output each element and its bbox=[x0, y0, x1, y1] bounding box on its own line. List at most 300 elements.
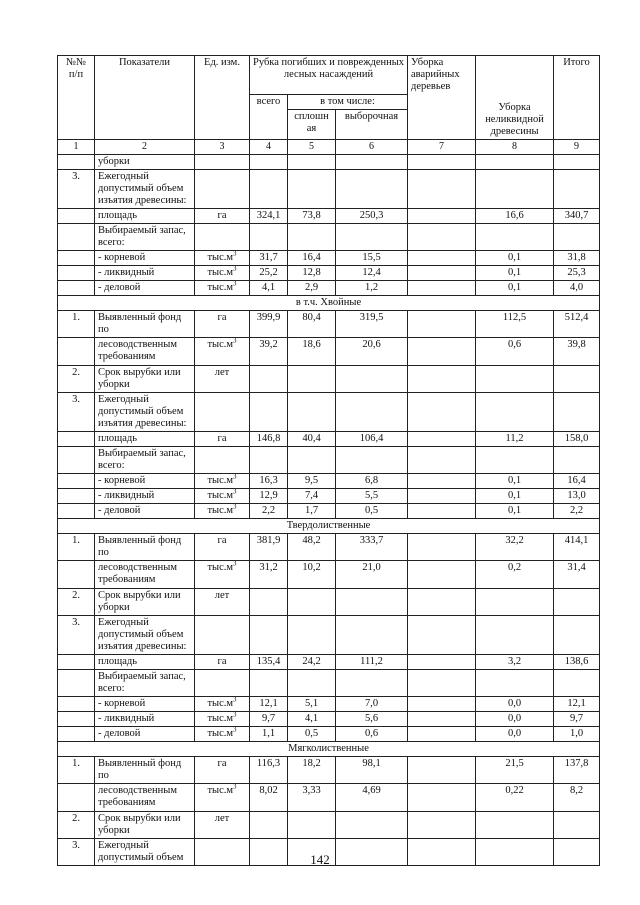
row-label: Ежегодный допустимый объем изъятия древесины: bbox=[95, 169, 195, 208]
value-clear-cut bbox=[288, 223, 336, 250]
value-nonliquid: 0,22 bbox=[476, 784, 554, 811]
value-clear-cut: 48,2 bbox=[288, 534, 336, 561]
unit-text: тыс.м bbox=[207, 339, 234, 351]
value-total: 2,2 bbox=[250, 504, 288, 519]
value-clear-cut: 1,7 bbox=[288, 504, 336, 519]
value-clear-cut: 73,8 bbox=[288, 208, 336, 223]
value-total: 31,2 bbox=[250, 561, 288, 588]
unit-text: лет bbox=[214, 812, 230, 824]
value-emergency bbox=[408, 474, 476, 489]
row-unit bbox=[195, 251, 250, 266]
value-selective: 1,2 bbox=[336, 281, 408, 296]
row-index bbox=[58, 431, 95, 446]
value-nonliquid: 112,5 bbox=[476, 311, 554, 338]
value-clear-cut: 7,4 bbox=[288, 489, 336, 504]
value-selective: 6,8 bbox=[336, 474, 408, 489]
row-index bbox=[58, 712, 95, 727]
column-number: 4 bbox=[250, 140, 288, 155]
value-nonliquid bbox=[476, 169, 554, 208]
row-index bbox=[58, 154, 95, 169]
value-itogo: 158,0 bbox=[554, 431, 600, 446]
unit-text: тыс.м bbox=[207, 728, 234, 740]
table-row bbox=[58, 489, 600, 504]
value-selective bbox=[336, 392, 408, 431]
table-row bbox=[58, 431, 600, 446]
value-itogo bbox=[554, 392, 600, 431]
row-unit bbox=[195, 669, 250, 696]
value-clear-cut: 12,8 bbox=[288, 266, 336, 281]
unit-superscript: 3 bbox=[233, 280, 237, 288]
value-nonliquid: 0,0 bbox=[476, 727, 554, 742]
row-index bbox=[58, 223, 95, 250]
row-label: площадь bbox=[95, 431, 195, 446]
value-total bbox=[250, 169, 288, 208]
row-unit bbox=[195, 588, 250, 615]
value-itogo: 137,8 bbox=[554, 757, 600, 784]
row-unit bbox=[195, 727, 250, 742]
row-unit bbox=[195, 169, 250, 208]
row-unit bbox=[195, 757, 250, 784]
column-number: 7 bbox=[408, 140, 476, 155]
value-nonliquid: 0,1 bbox=[476, 266, 554, 281]
value-nonliquid: 11,2 bbox=[476, 431, 554, 446]
unit-superscript: 3 bbox=[233, 473, 237, 481]
table-row bbox=[58, 561, 600, 588]
value-total: 31,7 bbox=[250, 251, 288, 266]
unit-superscript: 3 bbox=[233, 265, 237, 273]
row-unit bbox=[195, 712, 250, 727]
value-itogo: 8,2 bbox=[554, 784, 600, 811]
value-clear-cut bbox=[288, 588, 336, 615]
unit-text: тыс.м bbox=[207, 267, 234, 279]
value-total: 381,9 bbox=[250, 534, 288, 561]
value-clear-cut: 4,1 bbox=[288, 712, 336, 727]
value-emergency bbox=[408, 431, 476, 446]
unit-text: лет bbox=[214, 366, 230, 378]
value-itogo: 39,8 bbox=[554, 338, 600, 365]
column-number: 9 bbox=[554, 140, 600, 155]
value-emergency bbox=[408, 338, 476, 365]
unit-superscript: 3 bbox=[233, 726, 237, 734]
header-total: Итого bbox=[554, 56, 600, 140]
column-number: 5 bbox=[288, 140, 336, 155]
row-label: площадь bbox=[95, 654, 195, 669]
value-itogo: 2,2 bbox=[554, 504, 600, 519]
value-emergency bbox=[408, 266, 476, 281]
header-emergency-trees: Уборка аварийных деревьев bbox=[408, 56, 476, 140]
header-selective-cut: выборочная bbox=[336, 110, 408, 140]
value-total: 135,4 bbox=[250, 654, 288, 669]
row-index bbox=[58, 654, 95, 669]
value-itogo: 340,7 bbox=[554, 208, 600, 223]
value-emergency bbox=[408, 365, 476, 392]
value-itogo: 31,4 bbox=[554, 561, 600, 588]
row-unit bbox=[195, 431, 250, 446]
value-clear-cut bbox=[288, 811, 336, 838]
value-nonliquid: 32,2 bbox=[476, 534, 554, 561]
value-emergency bbox=[408, 169, 476, 208]
row-label: Ежегодный допустимый объем изъятия древесины: bbox=[95, 615, 195, 654]
row-index bbox=[58, 561, 95, 588]
group-header-row bbox=[58, 742, 600, 757]
unit-superscript: 3 bbox=[233, 488, 237, 496]
value-selective bbox=[336, 615, 408, 654]
value-emergency bbox=[408, 251, 476, 266]
value-itogo bbox=[554, 669, 600, 696]
value-itogo bbox=[554, 588, 600, 615]
row-index: 1. bbox=[58, 757, 95, 784]
row-index bbox=[58, 669, 95, 696]
value-selective: 98,1 bbox=[336, 757, 408, 784]
row-unit bbox=[195, 615, 250, 654]
unit-text: тыс.м bbox=[207, 282, 234, 294]
value-itogo: 25,3 bbox=[554, 266, 600, 281]
value-clear-cut: 80,4 bbox=[288, 311, 336, 338]
value-emergency bbox=[408, 504, 476, 519]
group-label: в т.ч. Хвойные bbox=[58, 296, 600, 311]
table-row bbox=[58, 338, 600, 365]
value-selective: 111,2 bbox=[336, 654, 408, 669]
row-index bbox=[58, 446, 95, 473]
value-clear-cut: 18,2 bbox=[288, 757, 336, 784]
row-label: Выбираемый запас, всего: bbox=[95, 446, 195, 473]
value-selective bbox=[336, 446, 408, 473]
value-clear-cut bbox=[288, 169, 336, 208]
value-total bbox=[250, 365, 288, 392]
value-emergency bbox=[408, 757, 476, 784]
value-itogo: 31,8 bbox=[554, 251, 600, 266]
table-row bbox=[58, 169, 600, 208]
value-selective: 21,0 bbox=[336, 561, 408, 588]
row-label: Выявленный фонд по bbox=[95, 311, 195, 338]
value-selective bbox=[336, 154, 408, 169]
value-selective bbox=[336, 223, 408, 250]
unit-text: тыс.м bbox=[207, 505, 234, 517]
value-itogo: 9,7 bbox=[554, 712, 600, 727]
row-label: Выявленный фонд по bbox=[95, 757, 195, 784]
value-clear-cut: 16,4 bbox=[288, 251, 336, 266]
table-row bbox=[58, 697, 600, 712]
value-nonliquid: 0,1 bbox=[476, 281, 554, 296]
value-emergency bbox=[408, 811, 476, 838]
value-emergency bbox=[408, 311, 476, 338]
unit-text: га bbox=[217, 209, 227, 221]
table-row bbox=[58, 281, 600, 296]
row-unit bbox=[195, 654, 250, 669]
value-clear-cut: 24,2 bbox=[288, 654, 336, 669]
value-total bbox=[250, 223, 288, 250]
unit-text: га bbox=[217, 535, 227, 547]
row-index: 2. bbox=[58, 811, 95, 838]
value-total bbox=[250, 392, 288, 431]
row-index bbox=[58, 281, 95, 296]
value-nonliquid: 0,6 bbox=[476, 338, 554, 365]
value-total: 16,3 bbox=[250, 474, 288, 489]
value-nonliquid bbox=[476, 365, 554, 392]
value-clear-cut bbox=[288, 446, 336, 473]
table-row bbox=[58, 757, 600, 784]
row-index: 3. bbox=[58, 615, 95, 654]
value-clear-cut: 40,4 bbox=[288, 431, 336, 446]
value-selective: 0,5 bbox=[336, 504, 408, 519]
value-emergency bbox=[408, 784, 476, 811]
value-emergency bbox=[408, 446, 476, 473]
group-header-row bbox=[58, 519, 600, 534]
table-row bbox=[58, 712, 600, 727]
row-label: Выявленный фонд по bbox=[95, 534, 195, 561]
row-unit bbox=[195, 365, 250, 392]
row-index: 1. bbox=[58, 311, 95, 338]
value-emergency bbox=[408, 154, 476, 169]
row-label: Срок вырубки или уборки bbox=[95, 811, 195, 838]
value-itogo bbox=[554, 811, 600, 838]
column-number: 8 bbox=[476, 140, 554, 155]
value-total: 4,1 bbox=[250, 281, 288, 296]
group-header-row bbox=[58, 296, 600, 311]
value-clear-cut: 9,5 bbox=[288, 474, 336, 489]
row-unit bbox=[195, 392, 250, 431]
table-row bbox=[58, 392, 600, 431]
value-itogo: 512,4 bbox=[554, 311, 600, 338]
value-total bbox=[250, 669, 288, 696]
value-clear-cut bbox=[288, 669, 336, 696]
row-unit bbox=[195, 338, 250, 365]
unit-text: лет bbox=[214, 589, 230, 601]
row-unit bbox=[195, 474, 250, 489]
header-indicators: Показатели bbox=[95, 56, 195, 140]
row-index: 1. bbox=[58, 534, 95, 561]
value-nonliquid: 0,1 bbox=[476, 489, 554, 504]
value-nonliquid bbox=[476, 446, 554, 473]
row-unit bbox=[195, 811, 250, 838]
value-emergency bbox=[408, 561, 476, 588]
value-itogo bbox=[554, 169, 600, 208]
table-row bbox=[58, 784, 600, 811]
value-emergency bbox=[408, 534, 476, 561]
unit-text: тыс.м bbox=[207, 252, 234, 263]
unit-text: тыс.м bbox=[207, 698, 234, 709]
group-label: Мягколиственные bbox=[58, 742, 600, 757]
value-total: 12,9 bbox=[250, 489, 288, 504]
table-row bbox=[58, 811, 600, 838]
row-index: 3. bbox=[58, 392, 95, 431]
table-row bbox=[58, 223, 600, 250]
unit-text: тыс.м bbox=[207, 562, 234, 574]
header-unit: Ед. изм. bbox=[195, 56, 250, 140]
value-itogo: 12,1 bbox=[554, 697, 600, 712]
row-index bbox=[58, 338, 95, 365]
value-emergency bbox=[408, 712, 476, 727]
table-row bbox=[58, 311, 600, 338]
value-selective: 250,3 bbox=[336, 208, 408, 223]
table-row bbox=[58, 208, 600, 223]
unit-text: тыс.м bbox=[207, 490, 234, 502]
row-unit bbox=[195, 266, 250, 281]
row-label: площадь bbox=[95, 208, 195, 223]
row-unit bbox=[195, 281, 250, 296]
value-selective: 5,5 bbox=[336, 489, 408, 504]
value-total: 399,9 bbox=[250, 311, 288, 338]
forest-felling-table bbox=[57, 55, 600, 866]
value-total: 146,8 bbox=[250, 431, 288, 446]
group-label: Твердолиственные bbox=[58, 519, 600, 534]
row-index: 3. bbox=[58, 169, 95, 208]
value-emergency bbox=[408, 654, 476, 669]
table-row bbox=[58, 654, 600, 669]
value-itogo: 1,0 bbox=[554, 727, 600, 742]
header-number: №№ п/п bbox=[58, 56, 95, 140]
value-selective: 0,6 bbox=[336, 727, 408, 742]
value-emergency bbox=[408, 727, 476, 742]
value-total: 39,2 bbox=[250, 338, 288, 365]
value-total bbox=[250, 588, 288, 615]
row-unit bbox=[195, 223, 250, 250]
value-clear-cut: 0,5 bbox=[288, 727, 336, 742]
row-index bbox=[58, 208, 95, 223]
unit-text: га bbox=[217, 655, 227, 667]
value-nonliquid bbox=[476, 669, 554, 696]
row-index bbox=[58, 784, 95, 811]
row-unit bbox=[195, 311, 250, 338]
row-label: лесоводственным требованиям bbox=[95, 784, 195, 811]
value-selective bbox=[336, 669, 408, 696]
row-label: - корневой bbox=[95, 251, 195, 266]
value-itogo bbox=[554, 446, 600, 473]
row-index bbox=[58, 727, 95, 742]
row-label: - деловой bbox=[95, 281, 195, 296]
column-number: 6 bbox=[336, 140, 408, 155]
value-selective: 4,69 bbox=[336, 784, 408, 811]
value-nonliquid bbox=[476, 392, 554, 431]
value-clear-cut: 5,1 bbox=[288, 697, 336, 712]
row-unit bbox=[195, 208, 250, 223]
value-itogo: 13,0 bbox=[554, 489, 600, 504]
value-nonliquid bbox=[476, 223, 554, 250]
value-emergency bbox=[408, 208, 476, 223]
value-total: 8,02 bbox=[250, 784, 288, 811]
unit-text: тыс.м bbox=[207, 475, 234, 486]
header-nonliquid-wood: Уборка неликвидной древесины bbox=[476, 56, 554, 140]
table-row bbox=[58, 534, 600, 561]
row-label: - ликвидный bbox=[95, 489, 195, 504]
value-emergency bbox=[408, 223, 476, 250]
value-clear-cut: 10,2 bbox=[288, 561, 336, 588]
table-row bbox=[58, 266, 600, 281]
value-itogo bbox=[554, 223, 600, 250]
value-selective: 5,6 bbox=[336, 712, 408, 727]
value-itogo: 414,1 bbox=[554, 534, 600, 561]
value-clear-cut: 18,6 bbox=[288, 338, 336, 365]
column-number: 1 bbox=[58, 140, 95, 155]
value-nonliquid: 16,6 bbox=[476, 208, 554, 223]
value-total: 9,7 bbox=[250, 712, 288, 727]
row-unit bbox=[195, 489, 250, 504]
row-index: 2. bbox=[58, 588, 95, 615]
table-row bbox=[58, 251, 600, 266]
row-label: Ежегодный допустимый объем bbox=[95, 838, 195, 865]
value-emergency bbox=[408, 615, 476, 654]
header-clear-cut: сплошн ая bbox=[288, 110, 336, 140]
unit-superscript: 3 bbox=[233, 783, 237, 791]
value-emergency bbox=[408, 392, 476, 431]
value-total bbox=[250, 811, 288, 838]
row-unit bbox=[195, 504, 250, 519]
row-label: лесоводственным требованиям bbox=[95, 561, 195, 588]
row-unit bbox=[195, 697, 250, 712]
value-nonliquid: 21,5 bbox=[476, 757, 554, 784]
row-label: Срок вырубки или уборки bbox=[95, 365, 195, 392]
value-selective bbox=[336, 365, 408, 392]
row-index bbox=[58, 474, 95, 489]
value-itogo: 16,4 bbox=[554, 474, 600, 489]
table-row bbox=[58, 504, 600, 519]
value-clear-cut bbox=[288, 154, 336, 169]
row-label: уборки bbox=[95, 154, 195, 169]
row-label: - ликвидный bbox=[95, 266, 195, 281]
row-index bbox=[58, 504, 95, 519]
table-row bbox=[58, 365, 600, 392]
value-total: 1,1 bbox=[250, 727, 288, 742]
value-itogo: 4,0 bbox=[554, 281, 600, 296]
value-clear-cut: 3,33 bbox=[288, 784, 336, 811]
row-label: - деловой bbox=[95, 504, 195, 519]
value-clear-cut bbox=[288, 392, 336, 431]
row-label: - корневой bbox=[95, 697, 195, 712]
row-index bbox=[58, 697, 95, 712]
value-total bbox=[250, 615, 288, 654]
row-unit bbox=[195, 446, 250, 473]
value-clear-cut bbox=[288, 365, 336, 392]
row-index: 3. bbox=[58, 838, 95, 865]
value-selective: 20,6 bbox=[336, 338, 408, 365]
row-label: - корневой bbox=[95, 474, 195, 489]
unit-superscript: 3 bbox=[233, 560, 237, 568]
row-label: Выбираемый запас, всего: bbox=[95, 669, 195, 696]
table-row bbox=[58, 154, 600, 169]
value-nonliquid bbox=[476, 811, 554, 838]
unit-superscript: 3 bbox=[233, 337, 237, 345]
row-label: - ликвидный bbox=[95, 712, 195, 727]
header-including: в том числе: bbox=[288, 95, 408, 110]
value-selective: 106,4 bbox=[336, 431, 408, 446]
value-total: 12,1 bbox=[250, 697, 288, 712]
row-unit bbox=[195, 561, 250, 588]
value-emergency bbox=[408, 281, 476, 296]
row-index bbox=[58, 251, 95, 266]
value-itogo bbox=[554, 365, 600, 392]
value-total bbox=[250, 154, 288, 169]
value-clear-cut bbox=[288, 615, 336, 654]
value-selective: 12,4 bbox=[336, 266, 408, 281]
row-label: Выбираемый запас, всего: bbox=[95, 223, 195, 250]
value-total: 324,1 bbox=[250, 208, 288, 223]
table-row bbox=[58, 474, 600, 489]
value-total bbox=[250, 446, 288, 473]
unit-superscript: 3 bbox=[233, 250, 237, 258]
value-emergency bbox=[408, 489, 476, 504]
unit-superscript: 3 bbox=[233, 503, 237, 511]
value-nonliquid: 0,0 bbox=[476, 697, 554, 712]
value-itogo bbox=[554, 615, 600, 654]
row-label: лесоводственным требованиям bbox=[95, 338, 195, 365]
value-nonliquid: 0,1 bbox=[476, 251, 554, 266]
unit-text: га bbox=[217, 312, 227, 324]
row-index bbox=[58, 489, 95, 504]
row-label: Ежегодный допустимый объем изъятия древесины: bbox=[95, 392, 195, 431]
value-nonliquid: 0,0 bbox=[476, 712, 554, 727]
header-total-sub: всего bbox=[250, 95, 288, 140]
value-nonliquid bbox=[476, 588, 554, 615]
